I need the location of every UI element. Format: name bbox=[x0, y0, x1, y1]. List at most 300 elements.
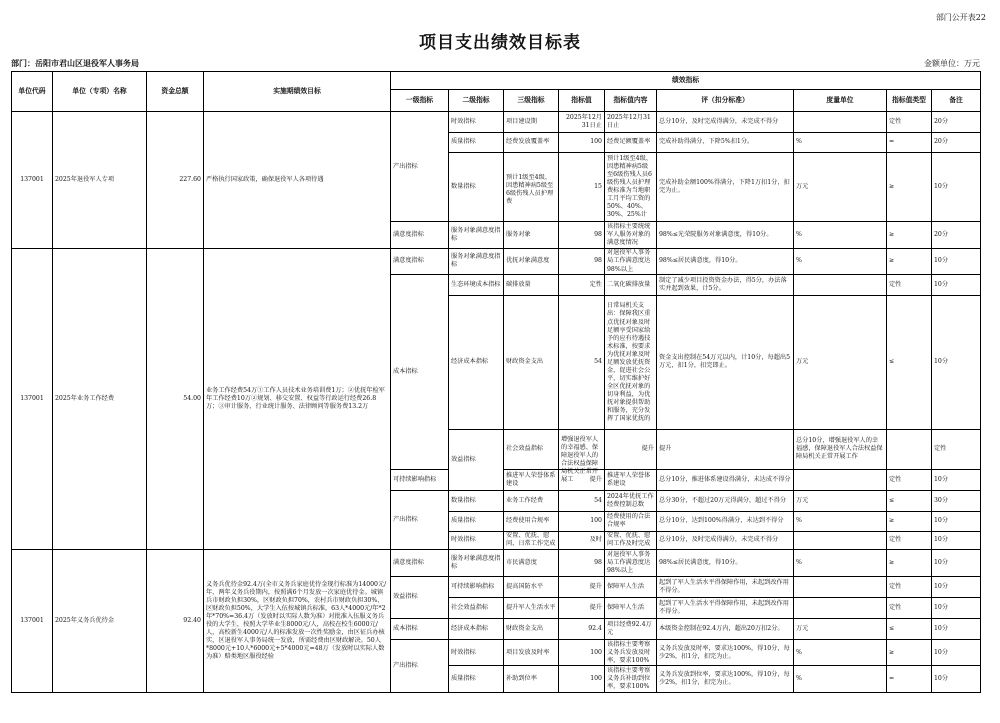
level3-cell bbox=[504, 618, 559, 639]
level2-cell-text: 可持续影响指标 bbox=[451, 582, 495, 590]
value-cell bbox=[559, 275, 605, 296]
value-type-cell-text: ≥ bbox=[889, 517, 895, 524]
level2-cell-text: 时效指标 bbox=[451, 117, 476, 125]
scoring-cell bbox=[657, 112, 794, 133]
value-cell-text: 定性 bbox=[589, 281, 602, 289]
value-cell bbox=[559, 112, 605, 133]
value-cell-text: 提升 bbox=[589, 603, 602, 611]
unit-code-cell-text: 137001 bbox=[20, 395, 44, 403]
level2-cell-text: 质量指标 bbox=[451, 675, 476, 683]
value-type-cell-text: = bbox=[889, 138, 895, 146]
value-type-cell-text: 定性 bbox=[889, 536, 902, 544]
value-type-cell bbox=[887, 550, 932, 576]
measure-unit-cell bbox=[794, 531, 887, 550]
note-cell-text: 10分 bbox=[934, 624, 949, 632]
level1-cell bbox=[391, 222, 449, 248]
level1-cell bbox=[391, 275, 449, 469]
level3-cell-text: 服务对象 bbox=[506, 230, 531, 238]
scoring-cell bbox=[657, 511, 794, 531]
scoring-cell-text: 总分10分，增强退役军人的幸福感，保障退役军人合法权益保障局机关正常开展工作 bbox=[796, 437, 883, 461]
goal-cell bbox=[204, 248, 391, 550]
measure-unit-cell bbox=[794, 469, 887, 490]
value-cell bbox=[559, 490, 605, 511]
level2-cell bbox=[449, 490, 504, 511]
measure-unit-cell bbox=[794, 618, 887, 639]
level3-cell-text: 优抚对象满意度 bbox=[506, 257, 550, 265]
scoring-cell-text: 总分10分，及时完成得满分，未完成不得分 bbox=[659, 536, 779, 544]
value-content-cell-text: 保障军人生活 bbox=[607, 603, 645, 611]
scoring-cell bbox=[657, 469, 794, 490]
value-content-cell bbox=[657, 429, 794, 469]
value-cell-text: 提升 bbox=[641, 445, 654, 453]
value-type-cell-text: 定性 bbox=[889, 117, 902, 125]
level1-cell-text: 满意度指标 bbox=[393, 230, 424, 238]
value-type-cell-text: ≥ bbox=[889, 183, 895, 191]
level1-cell-text: 成本指标 bbox=[393, 367, 418, 375]
scoring-cell-text: 资金支出控制在54万元以内，计10分，每超出5万元，扣1分，扣完即止。 bbox=[659, 354, 791, 370]
value-content-cell bbox=[605, 275, 657, 296]
value-type-cell-text: ≤ bbox=[889, 496, 895, 504]
scoring-cell bbox=[657, 576, 794, 597]
total-funds-cell bbox=[147, 248, 204, 550]
measure-unit-cell bbox=[794, 296, 887, 429]
level3-cell-text: 市民满意度 bbox=[506, 559, 537, 567]
performance-table bbox=[11, 71, 981, 693]
measure-unit-cell bbox=[794, 112, 887, 133]
value-cell bbox=[559, 531, 605, 550]
scoring-cell bbox=[657, 531, 794, 550]
value-type-cell bbox=[887, 639, 932, 665]
measure-unit-cell-text: 万元 bbox=[796, 624, 809, 632]
level1-cell bbox=[391, 248, 449, 274]
value-cell bbox=[559, 618, 605, 639]
level1-cell bbox=[391, 618, 449, 639]
level3-cell bbox=[504, 639, 559, 665]
level3-cell bbox=[504, 550, 559, 576]
measure-unit-cell-text: 万元 bbox=[796, 358, 809, 366]
value-cell bbox=[559, 576, 605, 597]
value-content-cell-text: 项目经费92.4万元 bbox=[607, 620, 652, 636]
header-note: 备注 bbox=[932, 90, 981, 112]
value-content-cell bbox=[605, 531, 657, 550]
level3-cell-text: 财政资金支出 bbox=[506, 358, 544, 366]
value-content-cell bbox=[605, 597, 657, 618]
unit-name-cell-text: 2025年业务工作经费 bbox=[55, 395, 115, 403]
value-content-cell-text: 对退役军人事务局工作满意度达98%以上 bbox=[607, 249, 651, 273]
level3-cell-text: 经费发放覆盖率 bbox=[506, 138, 550, 146]
value-content-cell bbox=[605, 639, 657, 665]
measure-unit-cell bbox=[794, 248, 887, 274]
measure-unit-cell bbox=[887, 429, 932, 469]
value-cell-text: 提升 bbox=[589, 582, 602, 590]
level3-cell bbox=[504, 133, 559, 153]
note-cell bbox=[932, 296, 981, 429]
unit-code-cell-text: 137001 bbox=[20, 617, 44, 625]
value-content-cell bbox=[605, 112, 657, 133]
scoring-cell bbox=[657, 666, 794, 693]
note-cell-text: 20分 bbox=[934, 117, 949, 125]
level3-cell bbox=[504, 248, 559, 274]
value-type-cell-text: ≤ bbox=[889, 358, 895, 366]
note-cell bbox=[932, 550, 981, 576]
value-type-cell bbox=[887, 666, 932, 693]
page-title: 项目支出绩效目标表 bbox=[419, 33, 581, 53]
value-content-cell-text: 二氧化碳排放量 bbox=[607, 281, 651, 289]
goal-cell bbox=[204, 112, 391, 249]
value-type-cell bbox=[887, 112, 932, 133]
value-content-cell-text: 安置、优抚、慰问工作及时完成 bbox=[607, 532, 651, 548]
value-cell-text: 及时 bbox=[589, 536, 602, 544]
value-type-cell bbox=[887, 275, 932, 296]
header-unit-name: 单位（专项）名称 bbox=[53, 72, 147, 112]
level2-cell bbox=[449, 597, 504, 618]
scoring-cell-text: 98%≤光荣院服务对象满意度，得10分。 bbox=[659, 230, 773, 238]
note-cell-text: 10分 bbox=[934, 183, 949, 191]
value-content-cell-text: 该指标主要统统军人服务对象的满意度情况 bbox=[607, 222, 651, 247]
value-content-cell bbox=[605, 248, 657, 274]
level1-cell bbox=[449, 429, 504, 490]
measure-unit-cell bbox=[794, 133, 887, 153]
level2-cell bbox=[449, 550, 504, 576]
value-content-cell bbox=[605, 152, 657, 221]
scoring-cell-text: 98%≤居民满意度，得10分。 bbox=[659, 559, 742, 567]
table-row bbox=[12, 550, 981, 576]
unit-name-cell-text: 2025年退役军人专项 bbox=[55, 175, 115, 183]
value-type-cell-text: ≥ bbox=[889, 559, 895, 567]
value-content-cell-text: 保障军人生活 bbox=[607, 582, 645, 590]
value-cell bbox=[559, 639, 605, 665]
value-type-cell-text: 定性 bbox=[889, 281, 902, 289]
level2-cell bbox=[449, 152, 504, 221]
scoring-cell bbox=[657, 618, 794, 639]
measure-unit-cell bbox=[794, 666, 887, 693]
level2-cell bbox=[449, 618, 504, 639]
value-cell-text: 98 bbox=[594, 257, 602, 265]
scoring-cell-text: 义务兵发放到位率，要求达100%，得10分，每少2%，扣1分，扣完为止。 bbox=[659, 671, 790, 687]
header-scoring: 评（扣分标准） bbox=[657, 90, 794, 112]
value-content-cell bbox=[605, 133, 657, 153]
note-cell-text: 10分 bbox=[934, 517, 949, 524]
level3-cell-text: 项目发放及时率 bbox=[506, 648, 550, 656]
note-cell-text: 10分 bbox=[934, 281, 949, 289]
value-cell-text: 92.4 bbox=[588, 624, 602, 632]
header-goal: 实施期绩效目标 bbox=[204, 72, 391, 112]
value-content-cell-text: 对退役军人事务局工作满意度达98%以上 bbox=[607, 551, 651, 575]
value-content-cell-text: 经费足额覆盖率 bbox=[607, 138, 651, 146]
header-level2: 二级指标 bbox=[449, 90, 504, 112]
level1-cell-text: 产出指标 bbox=[393, 162, 418, 170]
scoring-cell-text: 总分10分，推进体系建设得满分，未达成不得分 bbox=[659, 475, 791, 483]
value-content-cell-text: 2024年优抚工作经费控制总数 bbox=[607, 492, 654, 508]
level2-cell-text: 质量指标 bbox=[451, 138, 476, 146]
level3-cell-text: 经费使用合规率 bbox=[506, 517, 550, 524]
unit-name-cell bbox=[53, 248, 147, 550]
header-level3: 三级指标 bbox=[504, 90, 559, 112]
measure-unit-cell bbox=[794, 639, 887, 665]
amount-unit-label: 金额单位：万元 bbox=[924, 59, 980, 68]
value-cell-text: 2025年12月31日止 bbox=[566, 113, 602, 129]
note-cell-text: 10分 bbox=[934, 603, 949, 611]
measure-unit-cell-text: % bbox=[796, 648, 802, 656]
note-cell-text: 10分 bbox=[934, 675, 949, 683]
note-cell-text: 10分 bbox=[934, 257, 949, 265]
value-content-cell bbox=[605, 222, 657, 248]
total-funds-cell-text: 227.60 bbox=[179, 175, 201, 183]
scoring-cell-text: 98%≤居民满意度，得10分。 bbox=[659, 257, 742, 265]
level2-cell bbox=[449, 511, 504, 531]
value-type-cell-text: ≥ bbox=[889, 230, 895, 238]
value-type-cell-text: 定性 bbox=[889, 582, 902, 590]
value-content-cell-text: 日常局机关支出：保障我区重点优抚对象及时足额享受国家给予的应有待遇技术标准，按要求为优抚对象及时足额发放优抚资金，促进社会公平，切实维护好全区优抚对象的切身利益，为优抚对象提供帮助和服务，充分发挥了国家优抚的 bbox=[607, 302, 651, 423]
scoring-cell-text: 总分30分，不超过20万元得满分，超过不得分 bbox=[659, 496, 787, 504]
level3-cell bbox=[504, 576, 559, 597]
level3-cell bbox=[504, 666, 559, 693]
level2-cell-text: 数量指标 bbox=[451, 183, 476, 191]
scoring-cell bbox=[657, 597, 794, 618]
value-type-cell bbox=[887, 296, 932, 429]
value-type-cell bbox=[887, 597, 932, 618]
level1-cell bbox=[391, 639, 449, 692]
value-cell-text: 98 bbox=[594, 559, 602, 567]
value-content-cell bbox=[605, 469, 657, 490]
value-cell-text: 54 bbox=[594, 358, 602, 366]
value-type-cell bbox=[887, 133, 932, 153]
value-type-cell-text: 定性 bbox=[934, 445, 947, 453]
level3-cell-text: 项目建设期 bbox=[506, 117, 537, 125]
level2-cell bbox=[449, 296, 504, 429]
level2-cell-text: 服务对象满意度指标 bbox=[451, 253, 501, 269]
measure-unit-cell-text: % bbox=[796, 257, 802, 265]
level2-cell-text: 经济成本指标 bbox=[451, 624, 489, 632]
total-funds-cell-text: 54.00 bbox=[183, 395, 201, 403]
note-cell-text: 30分 bbox=[934, 496, 949, 504]
level1-cell-text: 效益指标 bbox=[393, 593, 418, 601]
note-cell-text: 10分 bbox=[934, 648, 949, 656]
value-type-cell bbox=[887, 248, 932, 274]
note-cell-text: 20分 bbox=[934, 138, 949, 146]
level2-cell-text: 经济成本指标 bbox=[451, 358, 489, 366]
level3-cell bbox=[504, 511, 559, 531]
level2-cell bbox=[504, 429, 559, 469]
value-content-cell bbox=[605, 550, 657, 576]
level2-cell-text: 可持续影响指标 bbox=[393, 475, 437, 483]
value-cell bbox=[559, 152, 605, 221]
value-cell bbox=[559, 296, 605, 429]
unit-code-cell-text: 137001 bbox=[20, 175, 44, 183]
value-type-cell bbox=[887, 152, 932, 221]
measure-unit-cell bbox=[794, 576, 887, 597]
value-type-cell bbox=[932, 429, 981, 469]
level1-cell-text: 产出指标 bbox=[393, 661, 418, 669]
level3-cell bbox=[504, 275, 559, 296]
value-content-cell-text: 提升 bbox=[659, 445, 672, 453]
goal-cell-text: 业务工作经费54万①工作人员技术业务培训费1万；②优抚年检军年工作经费10万②规划、移交安置、权益等行政运行经费26.8万；③审计服务、行业统计服务、法律顾问等服务费13.2万 bbox=[206, 386, 385, 411]
scoring-cell-text: 总分10分，及时完成得满分，未完成不得分 bbox=[659, 117, 779, 125]
level2-cell bbox=[449, 248, 504, 274]
unit-name-cell bbox=[53, 550, 147, 693]
value-type-cell bbox=[887, 511, 932, 531]
level1-cell-text: 满意度指标 bbox=[393, 257, 424, 265]
header-indicators: 绩效指标 bbox=[391, 72, 981, 90]
measure-unit-cell-text: 万元 bbox=[796, 496, 809, 504]
value-type-cell bbox=[887, 531, 932, 550]
level3-cell-text: 推进军人荣誉体系建设 bbox=[506, 471, 556, 487]
unit-name-cell bbox=[53, 112, 147, 249]
scoring-cell bbox=[657, 133, 794, 153]
department-label: 部门：岳阳市君山区退役军人事务局 bbox=[11, 58, 139, 68]
level3-cell-text: 增强退役军人的幸福感、保障退役军人的合法权益保障局机关正常开展工 bbox=[561, 436, 599, 484]
measure-unit-cell bbox=[794, 550, 887, 576]
value-content-cell-text: 该指标主要考察义务兵补助到位率，要求100% bbox=[607, 667, 651, 691]
level2-cell bbox=[449, 133, 504, 153]
measure-unit-cell bbox=[794, 597, 887, 618]
table-number: 部门公开表22 bbox=[935, 13, 986, 22]
level2-cell bbox=[449, 275, 504, 296]
value-type-cell-text: ≤ bbox=[889, 624, 895, 632]
unit-name-cell-text: 2025年义务兵优待金 bbox=[55, 617, 115, 625]
level2-cell-text: 社会效益指标 bbox=[506, 445, 544, 453]
measure-unit-cell-text: % bbox=[796, 559, 802, 567]
level3-cell-text: 财政资金支出 bbox=[506, 624, 544, 632]
header-level1: 一级指标 bbox=[391, 90, 449, 112]
total-funds-cell-text: 92.40 bbox=[183, 617, 201, 625]
level1-cell-text: 满意度指标 bbox=[393, 559, 424, 567]
scoring-cell bbox=[657, 639, 794, 665]
level1-cell-text: 成本指标 bbox=[393, 624, 418, 632]
value-cell-text: 15 bbox=[594, 183, 602, 191]
level3-cell-text: 提升军人生活水平 bbox=[506, 603, 556, 611]
level3-cell bbox=[504, 597, 559, 618]
value-cell bbox=[559, 248, 605, 274]
scoring-cell-text: 制定了减少项目投资资金办法，得5分，办法落实并起到效果，计5分。 bbox=[659, 277, 787, 293]
note-cell-text: 10分 bbox=[934, 582, 949, 590]
table-row bbox=[12, 248, 981, 274]
scoring-cell bbox=[657, 550, 794, 576]
level2-cell-text: 质量指标 bbox=[451, 517, 476, 524]
note-cell bbox=[932, 531, 981, 550]
note-cell bbox=[932, 248, 981, 274]
goal-cell bbox=[204, 550, 391, 693]
value-content-cell bbox=[605, 511, 657, 531]
value-type-cell bbox=[887, 618, 932, 639]
level2-cell-text: 服务对象满意度指标 bbox=[451, 226, 501, 243]
level2-cell bbox=[449, 666, 504, 693]
header-total-funds: 资金总额 bbox=[147, 72, 204, 112]
value-content-cell bbox=[605, 296, 657, 429]
unit-code-cell bbox=[12, 248, 53, 550]
value-content-cell-text: 预计1级至4级、因患精神病5级至6级伤残人员6级伤残人员护理费标准为当地职工月平均工资的50%、40%、30%、25%计 bbox=[607, 154, 652, 219]
header-value-content: 指标值内容 bbox=[605, 90, 657, 112]
level2-cell-text: 时效指标 bbox=[451, 648, 476, 656]
level2-cell bbox=[449, 639, 504, 665]
level2-cell-text: 社会效益指标 bbox=[451, 603, 489, 611]
measure-unit-cell-text: % bbox=[796, 230, 802, 238]
scoring-cell bbox=[657, 248, 794, 274]
level3-cell-text: 安置、优抚、慰问、日常工作完成 bbox=[506, 532, 556, 548]
measure-unit-cell-text: % bbox=[796, 675, 802, 683]
level2-cell bbox=[449, 112, 504, 133]
level2-cell-text: 数量指标 bbox=[451, 496, 476, 504]
level1-cell bbox=[391, 576, 449, 618]
measure-unit-cell bbox=[794, 222, 887, 248]
note-cell bbox=[932, 666, 981, 693]
note-cell bbox=[932, 618, 981, 639]
value-cell-text: 100 bbox=[590, 138, 602, 146]
level3-cell bbox=[504, 490, 559, 511]
note-cell-text: 10分 bbox=[934, 475, 949, 483]
value-content-cell bbox=[605, 490, 657, 511]
level2-cell bbox=[449, 222, 504, 248]
value-cell bbox=[559, 666, 605, 693]
value-content-cell-text: 经费使用的合法合规率 bbox=[607, 512, 651, 529]
value-cell bbox=[559, 133, 605, 153]
scoring-cell bbox=[657, 275, 794, 296]
note-cell bbox=[932, 133, 981, 153]
note-cell-text: 20分 bbox=[934, 230, 949, 238]
value-type-cell-text: 定性 bbox=[889, 603, 902, 611]
level2-cell bbox=[449, 576, 504, 597]
note-cell bbox=[932, 222, 981, 248]
level2-cell bbox=[391, 469, 449, 490]
level1-cell bbox=[391, 490, 449, 550]
note-cell bbox=[932, 469, 981, 490]
measure-unit-cell bbox=[794, 511, 887, 531]
value-cell bbox=[559, 222, 605, 248]
level3-cell bbox=[504, 112, 559, 133]
scoring-cell bbox=[657, 490, 794, 511]
value-cell-text: 100 bbox=[590, 648, 602, 656]
value-type-cell bbox=[887, 490, 932, 511]
value-content-cell-text: 2025年12月31日止 bbox=[607, 113, 651, 129]
level3-cell-text: 业务工作经费 bbox=[506, 496, 544, 504]
value-content-cell bbox=[605, 666, 657, 693]
level1-cell bbox=[391, 112, 449, 222]
level2-cell-text: 服务对象满意度指标 bbox=[451, 555, 501, 571]
value-type-cell bbox=[887, 469, 932, 490]
value-content-cell bbox=[605, 576, 657, 597]
note-cell bbox=[932, 597, 981, 618]
header-unit-code: 单位代码 bbox=[12, 72, 53, 112]
level3-cell-text: 补助到位率 bbox=[506, 675, 537, 683]
level1-cell bbox=[391, 550, 449, 576]
total-funds-cell bbox=[147, 112, 204, 249]
measure-unit-cell-text: % bbox=[796, 517, 802, 524]
level3-cell-text: 碳排放量 bbox=[506, 281, 531, 289]
measure-unit-cell-text: 万元 bbox=[796, 183, 809, 191]
level3-cell bbox=[504, 152, 559, 221]
note-cell-text: 10分 bbox=[934, 358, 949, 366]
scoring-cell bbox=[657, 152, 794, 221]
value-cell-text: 提升 bbox=[589, 475, 602, 483]
note-cell bbox=[932, 490, 981, 511]
value-content-cell-text: 推进军人荣誉体系建设 bbox=[607, 471, 651, 487]
scoring-cell bbox=[657, 296, 794, 429]
note-cell bbox=[932, 576, 981, 597]
note-cell-text: 10分 bbox=[934, 559, 949, 567]
value-content-cell bbox=[605, 618, 657, 639]
header-value: 指标值 bbox=[559, 90, 605, 112]
value-cell-text: 100 bbox=[590, 675, 602, 683]
value-cell-text: 54 bbox=[594, 496, 602, 504]
goal-cell-text: 严格执行国家政策，确保退役军人各项待遇 bbox=[206, 175, 324, 183]
table-row bbox=[12, 112, 981, 133]
scoring-cell-text: 起到了军人生活水平得保障作用，未起到改作用不得分。 bbox=[659, 599, 789, 615]
note-cell bbox=[932, 112, 981, 133]
value-cell-text: 100 bbox=[590, 517, 602, 524]
level1-cell-text: 产出指标 bbox=[393, 515, 418, 523]
measure-unit-cell bbox=[794, 275, 887, 296]
header-measure-unit: 度量单位 bbox=[794, 90, 887, 112]
